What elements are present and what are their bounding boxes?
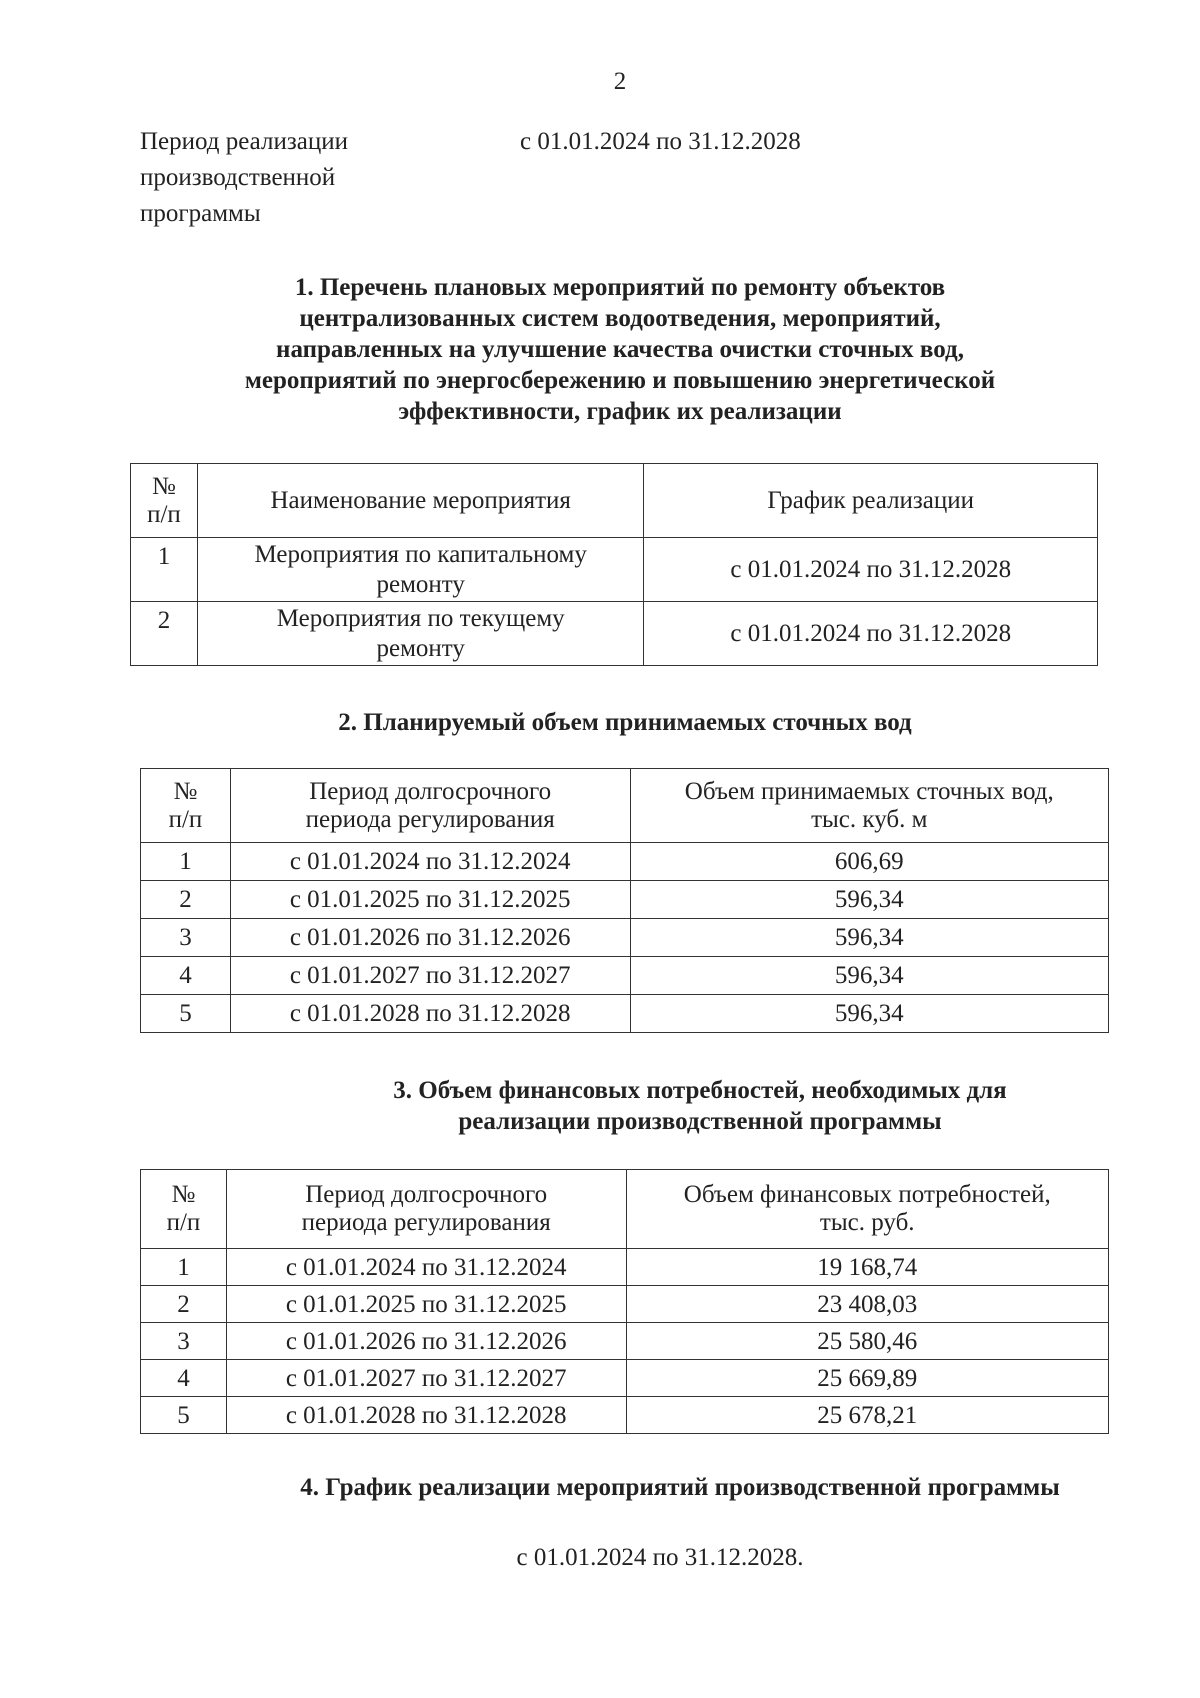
section1-title-line: 1. Перечень плановых мероприятий по ремонту объектов <box>294 274 946 301</box>
row-volume: 606,69 <box>630 843 1109 881</box>
row-volume: 596,34 <box>630 995 1109 1033</box>
row-num: 1 <box>141 1249 227 1286</box>
row-period: с 01.01.2024 по 31.12.2024 <box>230 843 630 881</box>
header-finance <box>626 1170 1109 1249</box>
row-activity-name <box>197 602 644 666</box>
header-num-line1: № <box>171 1181 196 1208</box>
header-num-line2: п/п <box>166 1209 201 1236</box>
period-label <box>140 124 440 232</box>
row-period: с 01.01.2025 по 31.12.2025 <box>226 1286 626 1323</box>
section1-title-line: централизованных систем водоотведения, мероприятий, <box>299 305 941 332</box>
header-volume-line2: тыс. куб. м <box>811 805 928 833</box>
row-num: 3 <box>141 919 231 957</box>
period-label-line: Период реализации <box>140 128 348 155</box>
row-period: с 01.01.2027 по 31.12.2027 <box>226 1360 626 1397</box>
header-finance-line1: Объем финансовых потребностей, <box>683 1181 1051 1208</box>
table-row <box>141 1323 1109 1360</box>
row-activity-line: Мероприятия по текущему <box>276 604 565 632</box>
row-num: 4 <box>141 957 231 995</box>
wastewater-volume-table <box>140 768 1109 1033</box>
header-num-line2: п/п <box>147 500 181 528</box>
row-finance: 25 678,21 <box>626 1397 1109 1434</box>
header-period-line2: периода регулирования <box>301 1209 551 1236</box>
row-num: 1 <box>141 843 231 881</box>
row-period: с 01.01.2026 по 31.12.2026 <box>226 1323 626 1360</box>
header-finance-line2: тыс. руб. <box>819 1209 915 1236</box>
header-activity-name: Наименование мероприятия <box>197 464 644 538</box>
row-period: с 01.01.2024 по 31.12.2024 <box>226 1249 626 1286</box>
header-num-line1: № <box>173 777 198 805</box>
header-num <box>141 1170 227 1249</box>
section2-title: 2. Планируемый объем принимаемых сточных вод <box>338 709 912 736</box>
row-num: 2 <box>141 881 231 919</box>
section1-title-line: эффективности, график их реализации <box>398 398 842 425</box>
row-activity-line: ремонту <box>376 570 465 598</box>
section1-title <box>170 272 1070 427</box>
header-num <box>131 464 198 538</box>
table-row <box>141 1286 1109 1323</box>
period-value: с 01.01.2024 по 31.12.2028 <box>520 128 801 155</box>
row-finance: 19 168,74 <box>626 1249 1109 1286</box>
row-num: 4 <box>141 1360 227 1397</box>
header-num <box>141 769 231 843</box>
row-period: с 01.01.2027 по 31.12.2027 <box>230 957 630 995</box>
header-volume <box>630 769 1109 843</box>
table-row <box>141 995 1109 1033</box>
header-num-line1: № <box>152 472 176 500</box>
row-num: 5 <box>141 1397 227 1434</box>
table-row <box>141 843 1109 881</box>
section3-title-line: 3. Объем финансовых потребностей, необходимых для <box>393 1077 1007 1104</box>
period-label-line: производственной <box>140 164 336 191</box>
table-header-row <box>131 464 1098 538</box>
activities-table <box>130 463 1098 666</box>
section4-period: с 01.01.2024 по 31.12.2028. <box>516 1544 804 1571</box>
row-schedule: с 01.01.2024 по 31.12.2028 <box>644 602 1098 666</box>
row-period: с 01.01.2026 по 31.12.2026 <box>230 919 630 957</box>
row-num: 2 <box>131 602 198 666</box>
section1-title-line: направленных на улучшение качества очистки сточных вод, <box>276 336 964 363</box>
row-finance: 25 580,46 <box>626 1323 1109 1360</box>
section1-title-line: мероприятий по энергосбережению и повышению энергетической <box>244 367 996 394</box>
header-num-line2: п/п <box>168 805 203 833</box>
row-activity-line: Мероприятия по капитальному <box>254 540 587 568</box>
table-row <box>141 1397 1109 1434</box>
financial-needs-table <box>140 1169 1109 1434</box>
header-period-line2: периода регулирования <box>305 805 555 833</box>
row-finance: 23 408,03 <box>626 1286 1109 1323</box>
row-volume: 596,34 <box>630 881 1109 919</box>
row-volume: 596,34 <box>630 957 1109 995</box>
table-row <box>141 1360 1109 1397</box>
row-activity-line: ремонту <box>376 634 465 662</box>
row-period: с 01.01.2025 по 31.12.2025 <box>230 881 630 919</box>
section3-title-line: реализации производственной программы <box>458 1108 942 1135</box>
table-row <box>141 957 1109 995</box>
header-period-line1: Период долгосрочного <box>309 777 552 805</box>
header-schedule: График реализации <box>644 464 1098 538</box>
header-period <box>230 769 630 843</box>
row-period: с 01.01.2028 по 31.12.2028 <box>226 1397 626 1434</box>
row-volume: 596,34 <box>630 919 1109 957</box>
table-row <box>141 919 1109 957</box>
header-volume-line1: Объем принимаемых сточных вод, <box>684 777 1054 805</box>
row-num: 1 <box>131 538 198 602</box>
table-row <box>141 881 1109 919</box>
section4-title: 4. График реализации мероприятий производственной программы <box>300 1474 1060 1501</box>
row-num: 5 <box>141 995 231 1033</box>
row-finance: 25 669,89 <box>626 1360 1109 1397</box>
row-schedule: с 01.01.2024 по 31.12.2028 <box>644 538 1098 602</box>
table-row <box>131 538 1098 602</box>
table-header-row <box>141 1170 1109 1249</box>
row-num: 3 <box>141 1323 227 1360</box>
row-activity-name <box>197 538 644 602</box>
table-row <box>131 602 1098 666</box>
header-period-line1: Период долгосрочного <box>305 1181 548 1208</box>
page-number: 2 <box>613 68 627 95</box>
row-period: с 01.01.2028 по 31.12.2028 <box>230 995 630 1033</box>
period-label-line: программы <box>140 200 261 227</box>
table-row <box>141 1249 1109 1286</box>
section3-title <box>200 1075 1200 1137</box>
header-period <box>226 1170 626 1249</box>
row-num: 2 <box>141 1286 227 1323</box>
table-header-row <box>141 769 1109 843</box>
